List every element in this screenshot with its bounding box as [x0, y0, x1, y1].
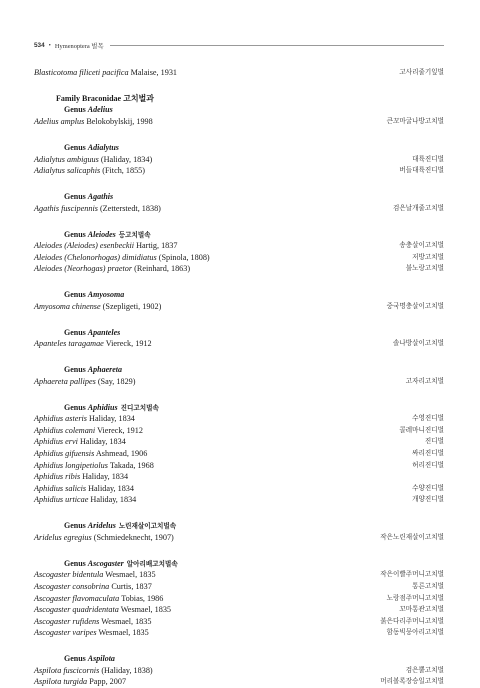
species-citation: [34, 494, 136, 506]
section-gap: [34, 506, 444, 520]
species-entry: [34, 471, 444, 483]
species-entry: [34, 425, 444, 437]
genus-name: Adelius: [87, 105, 113, 115]
species-citation: [34, 263, 190, 275]
genus-prefix: Genus: [64, 290, 88, 300]
species-name: Agathis fuscipennis: [34, 203, 98, 213]
species-author: Belokobylskij, 1998: [86, 117, 153, 127]
running-header: [34, 40, 444, 50]
species-author: Papp, 2007: [89, 677, 127, 687]
species-citation: [34, 252, 210, 264]
species-author: Wesmael, 1835: [105, 570, 156, 580]
korean-name: 콜레마니진디벌: [399, 425, 444, 434]
species-citation: [34, 203, 161, 215]
species-citation: [34, 338, 152, 350]
species-citation: [34, 165, 145, 177]
korean-name: 송충살이고치벌: [399, 241, 444, 250]
korean-name: 대륙진디벌: [412, 154, 444, 163]
species-name: Adelius amplus: [34, 117, 85, 127]
species-citation: [34, 460, 154, 472]
species-citation: [34, 569, 156, 581]
genus-heading: [34, 364, 444, 376]
korean-name: 버들대륙진디벌: [399, 166, 444, 175]
species-author: Tobias, 1986: [121, 593, 164, 603]
species-name: Amyosoma chinense: [34, 301, 101, 311]
genus-korean-name: 노린재살이고치벌속: [118, 522, 177, 531]
species-author: (Zetterstedt, 1838): [99, 203, 161, 213]
species-author: Wesmael, 1835: [120, 605, 172, 615]
section-gap: [34, 312, 444, 326]
species-citation: [34, 665, 153, 677]
species-entry: [34, 676, 444, 688]
korean-name: 고자리고치벌: [405, 376, 444, 385]
section-gap: [34, 275, 444, 289]
species-author: (Spinola, 1808): [158, 252, 210, 262]
species-entry: [34, 604, 444, 616]
species-name: Aphidius salicis: [34, 483, 87, 493]
section-gap: [34, 177, 444, 191]
species-entry: [34, 627, 444, 639]
korean-name: 머리볼록장승일고치벌: [380, 677, 444, 686]
genus-name: Amyosoma: [87, 290, 125, 300]
species-author: (Reinhard, 1863): [134, 264, 191, 274]
species-author: Viereck, 1912: [97, 425, 143, 435]
species-entry: [34, 581, 444, 593]
genus-korean-name: 등고치벌속: [118, 230, 151, 239]
species-entry: [34, 483, 444, 495]
species-name: Adialytus salicaphis: [34, 166, 101, 176]
species-name: Aphidius ervi: [34, 437, 78, 447]
species-entry: [34, 67, 444, 79]
species-citation: [34, 413, 135, 425]
species-citation: [34, 581, 152, 593]
species-author: (Haliday, 1838): [101, 665, 153, 675]
species-entry: [34, 494, 444, 506]
genus-prefix: Genus: [64, 402, 88, 412]
species-author: Haliday, 1834: [89, 414, 135, 424]
family-heading: Family Braconidae 고치벌과: [56, 93, 155, 103]
korean-name: 싸리진디벌: [412, 449, 444, 458]
genus-heading: [34, 142, 444, 154]
species-citation: [34, 425, 143, 437]
section-gap: [34, 79, 444, 93]
species-citation: [34, 676, 126, 688]
species-name: Ascogaster consobrina: [34, 581, 110, 591]
genus-prefix: Genus: [64, 558, 88, 568]
korean-name: 허리진디벌: [412, 460, 444, 469]
species-author: Malaise, 1931: [130, 68, 178, 77]
species-name: Blasticotoma filiceti pacifica: [34, 68, 129, 77]
species-citation: [34, 532, 174, 544]
korean-name: 중국명충살이고치벌: [386, 301, 444, 310]
species-author: (Szepligeti, 1902): [102, 301, 162, 311]
genus-name: Agathis: [87, 192, 114, 202]
species-name: Aleiodes (Neorhogas) praetor: [34, 264, 133, 274]
species-entry: [34, 593, 444, 605]
species-name: Aridelus egregius: [34, 532, 92, 542]
genus-prefix: Genus: [64, 105, 88, 115]
species-entry: [34, 460, 444, 472]
species-entry: [34, 436, 444, 448]
genus-heading: [34, 327, 444, 339]
species-citation: [34, 240, 177, 252]
genus-heading: [34, 558, 444, 570]
species-name: Aleiodes (Aleiodes) esenbeckii: [34, 241, 135, 251]
species-entry: [34, 301, 444, 313]
species-citation: [34, 301, 161, 313]
species-name: Aphidius urticae: [34, 495, 89, 505]
header-rule: [110, 45, 444, 46]
species-author: Takada, 1968: [109, 460, 154, 470]
species-entry: [34, 165, 444, 177]
korean-name: 검은날개줄고치벌: [393, 203, 444, 212]
species-entry: [34, 448, 444, 460]
species-entry: [34, 240, 444, 252]
page-number: 534: [34, 41, 45, 49]
korean-name: 진디벌: [424, 437, 444, 446]
korean-name: 수영진디벌: [412, 414, 444, 423]
species-author: Hartig, 1837: [136, 241, 178, 251]
species-author: Wesmael, 1835: [98, 628, 149, 638]
species-entry: [34, 263, 444, 275]
species-name: Ascogaster bidentula: [34, 570, 104, 580]
korean-name: 고사리줄기잎벌: [399, 68, 444, 76]
korean-name: 개양진디벌: [412, 495, 444, 504]
korean-name: 작은노린재살이고치벌: [380, 532, 444, 541]
species-name: Ascogaster flavomaculata: [34, 593, 120, 603]
species-citation: [34, 627, 149, 639]
species-entry: [34, 569, 444, 581]
species-author: Haliday, 1834: [88, 483, 134, 493]
header-bullet: •: [48, 41, 51, 49]
genus-name: Aphaereta: [87, 365, 123, 375]
species-name: Aphidius gifuensis: [34, 449, 95, 459]
korean-name: 큰꼬마굴나방고치벌: [386, 117, 444, 126]
species-name: Apanteles taragamae: [34, 339, 104, 349]
species-author: Haliday, 1834: [79, 437, 126, 447]
species-name: Aspilota fuscicornis: [34, 665, 100, 675]
genus-korean-name: 진디고치벌속: [120, 403, 159, 412]
genus-heading: [34, 402, 444, 414]
species-author: (Haliday, 1834): [100, 154, 153, 164]
species-citation: [34, 471, 128, 483]
section-gap: [34, 350, 444, 364]
species-citation: [34, 448, 147, 460]
species-author: (Schmiedeknecht, 1907): [93, 532, 174, 542]
species-author: Curtis, 1837: [111, 581, 152, 591]
korean-name: 작은이빨주머니고치벌: [380, 570, 444, 579]
species-name: Aphidius colemani: [34, 425, 96, 435]
running-title: Hymenoptera 벌목: [54, 42, 104, 50]
species-list: [34, 67, 444, 688]
species-author: Ashmead, 1906: [95, 449, 148, 459]
section-gap: [34, 128, 444, 142]
genus-prefix: Genus: [64, 365, 88, 375]
section-gap: [34, 639, 444, 653]
species-author: Haliday, 1834: [82, 472, 129, 482]
species-name: Ascogaster rufidens: [34, 616, 100, 626]
species-entry: [34, 665, 444, 677]
genus-prefix: Genus: [64, 654, 88, 664]
korean-name: 꼬마통관고치벌: [399, 605, 444, 614]
genus-name: Apanteles: [87, 327, 121, 337]
species-citation: [34, 154, 152, 166]
korean-name: 수양진디벌: [412, 483, 444, 492]
species-entry: [34, 154, 444, 166]
korean-name: 노랑점주머니고치벌: [386, 593, 444, 602]
genus-heading: [34, 289, 444, 301]
genus-prefix: Genus: [64, 521, 88, 531]
species-entry: [34, 116, 444, 128]
korean-name: 저방고치벌: [412, 252, 444, 261]
species-author: (Say, 1829): [97, 376, 136, 386]
section-gap: [34, 543, 444, 557]
genus-name: Aspilota: [87, 654, 115, 664]
species-citation: [34, 483, 134, 495]
genus-prefix: Genus: [64, 327, 88, 337]
genus-heading: [34, 229, 444, 241]
species-name: Aphidius longipetiolus: [34, 460, 108, 470]
species-author: (Fitch, 1855): [102, 166, 145, 176]
species-name: Aphaereta pallipes: [34, 376, 96, 386]
species-citation: [34, 616, 151, 628]
species-entry: [34, 616, 444, 628]
korean-name: 검은뿔고치벌: [405, 665, 444, 674]
species-entry: [34, 203, 444, 215]
genus-name: Aridelus: [87, 521, 116, 531]
genus-heading: [34, 191, 444, 203]
species-entry: [34, 532, 444, 544]
species-name: Aspilota turgida: [34, 677, 88, 687]
species-entry: [34, 413, 444, 425]
species-name: Aphidius ribis: [34, 472, 81, 482]
korean-name: 통른고치벌: [412, 581, 444, 590]
korean-name: 함동빅뭉아리고치벌: [386, 628, 444, 637]
species-name: Adialytus ambiguus: [34, 154, 99, 164]
species-author: Haliday, 1834: [90, 495, 137, 505]
species-name: Aphidius asteris: [34, 414, 87, 424]
species-name: Ascogaster quadridentata: [34, 605, 119, 615]
species-citation: [34, 436, 126, 448]
species-entry: [34, 376, 444, 388]
genus-heading: [34, 653, 444, 665]
species-citation: [34, 67, 177, 79]
species-entry: [34, 252, 444, 264]
korean-name: 솔나방살이고치벌: [393, 339, 444, 348]
species-author: Wesmael, 1835: [101, 616, 152, 626]
genus-prefix: Genus: [64, 192, 88, 202]
korean-name: 불노랑고치벌: [405, 264, 444, 273]
section-gap: [34, 214, 444, 228]
genus-name: Aleiodes: [87, 229, 116, 239]
species-entry: [34, 338, 444, 350]
genus-name: Ascogaster: [87, 558, 124, 568]
species-citation: [34, 593, 163, 605]
species-author: Viereck, 1912: [105, 339, 152, 349]
species-name: Ascogaster varipes: [34, 628, 97, 638]
genus-korean-name: 알아리배고치벌속: [126, 559, 178, 568]
korean-name: 붉은다리주머니고치벌: [380, 616, 444, 625]
species-name: Aleiodes (Chelonorhogas) dimidiatus: [34, 252, 157, 262]
section-gap: [34, 387, 444, 401]
genus-heading: [34, 520, 444, 532]
genus-prefix: Genus: [64, 142, 88, 152]
species-citation: [34, 116, 153, 128]
genus-prefix: Genus: [64, 229, 88, 239]
genus-name: Aphidius: [87, 402, 118, 412]
genus-heading: [34, 104, 444, 116]
genus-name: Adialytus: [87, 142, 119, 152]
species-citation: [34, 604, 171, 616]
species-citation: [34, 376, 136, 388]
